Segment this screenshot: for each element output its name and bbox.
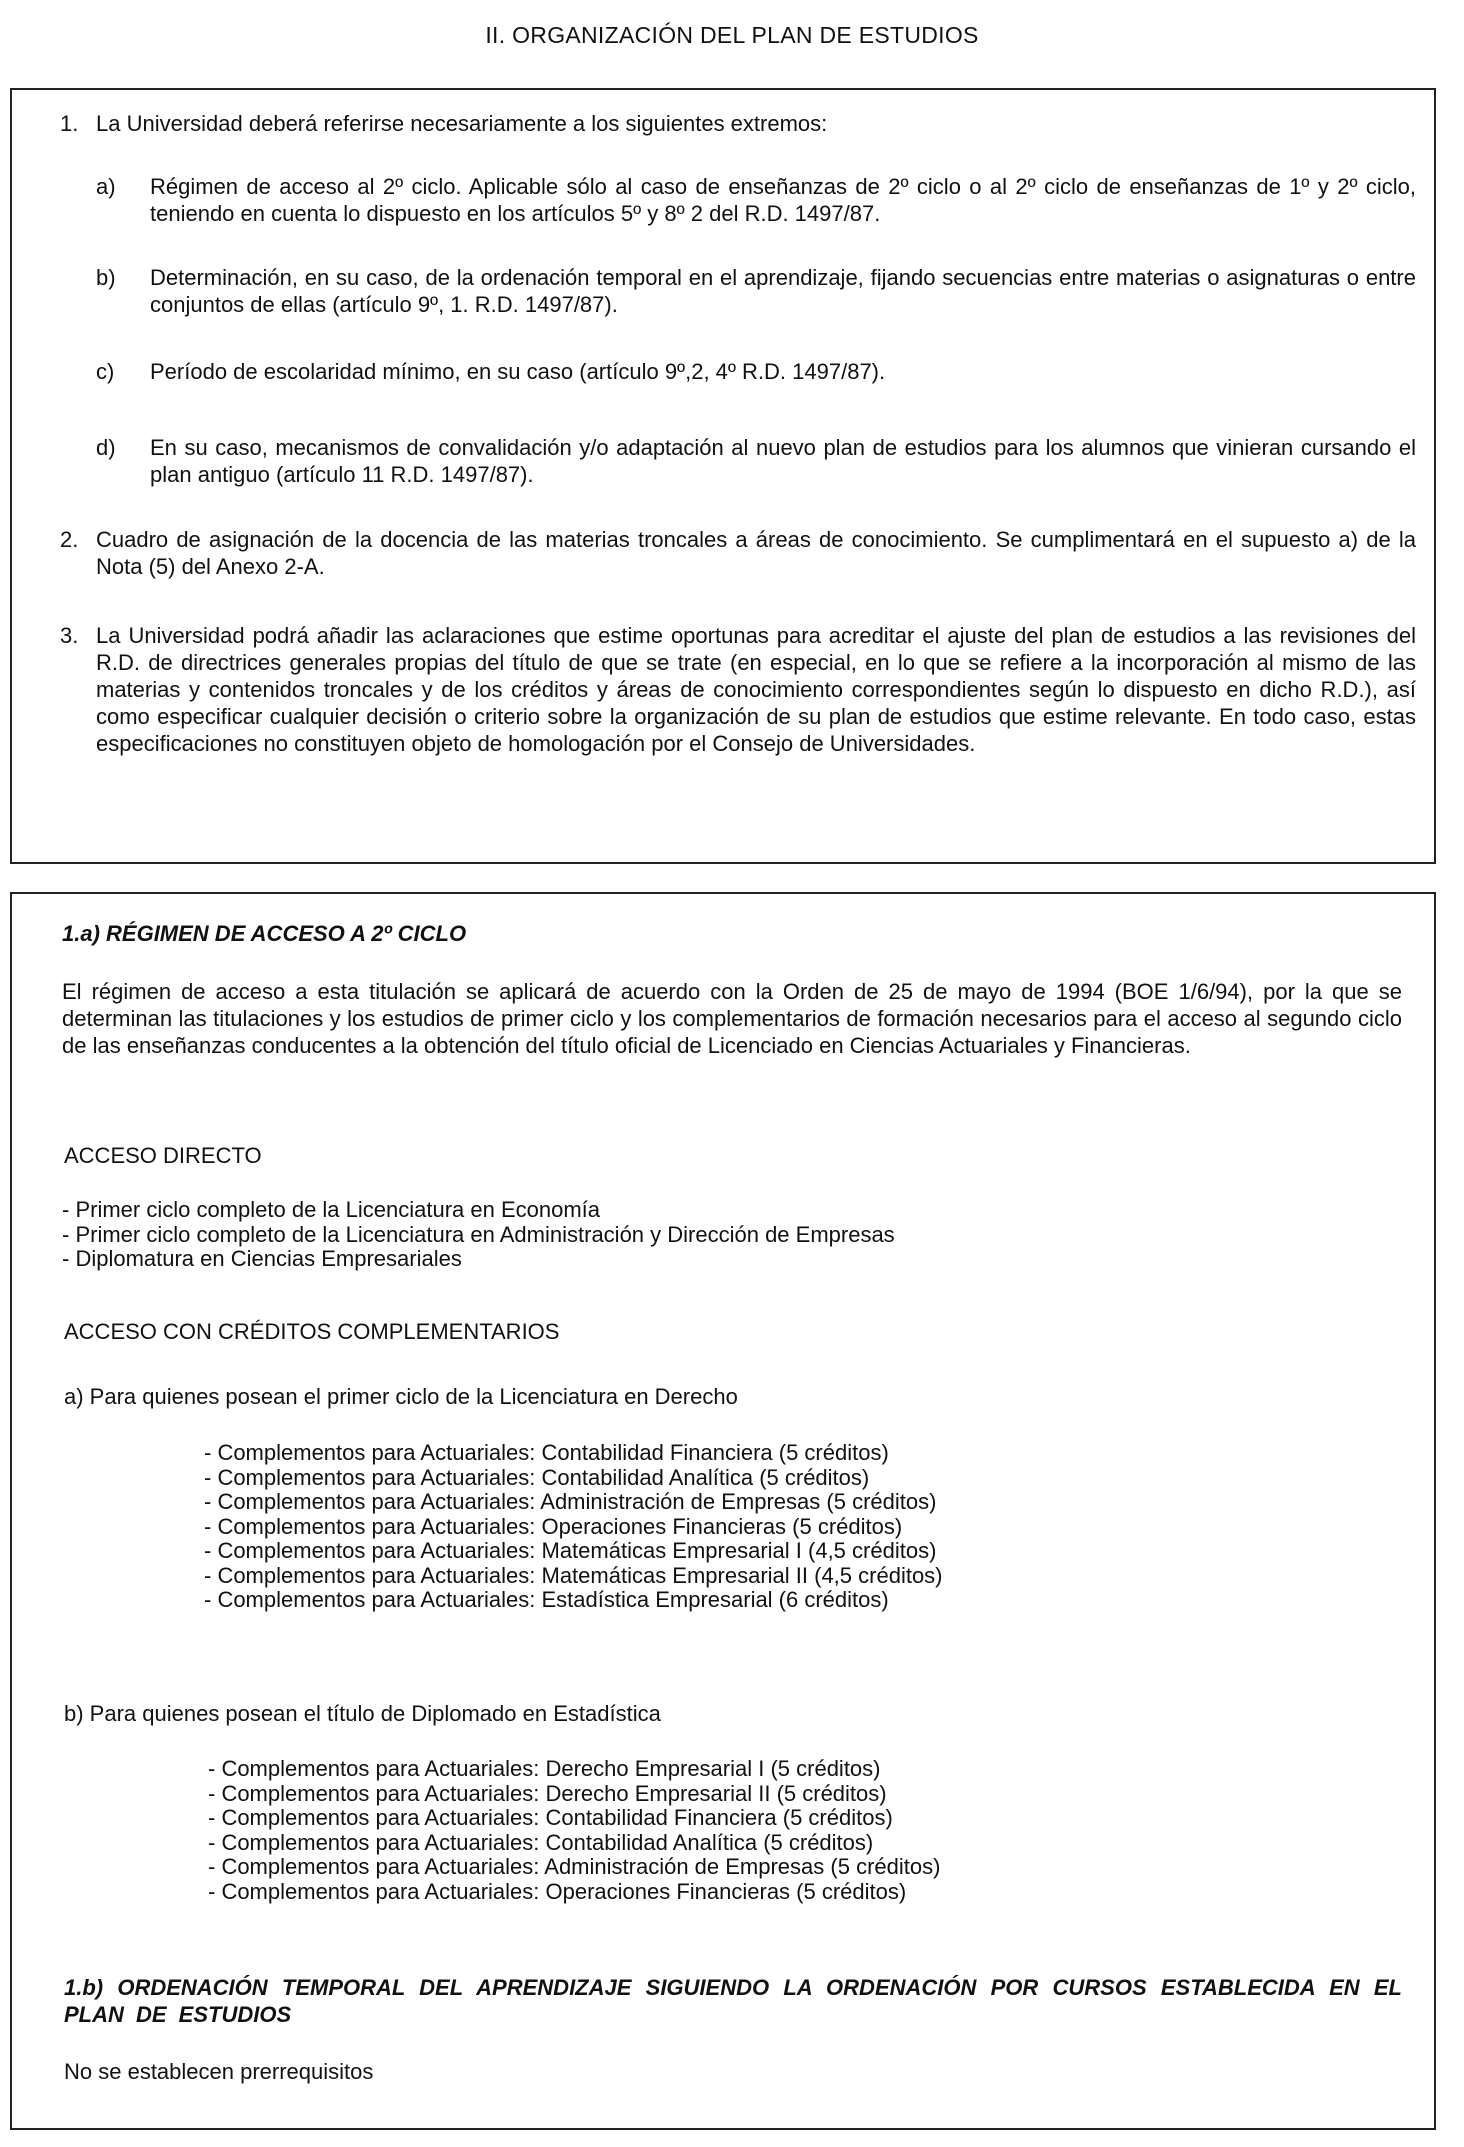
item-3-text: La Universidad podrá añadir las aclaraciones que estime oportunas para acreditar el ajuste del plan de estudios a las revisiones del R.D. de directrices generales propias del título de que se trate (en especial, en lo que se refiere a la incorporación al mismo de las materias y contenidos troncales y de los créditos y áreas de conocimiento correspondientes según lo dispuesto en dicho R.D.), así como especificar cualquier decisión o criterio sobre la organización de su plan de estudios que estime relevante. En todo caso, estas especificaciones no constituyen objeto de homologación por el Consejo de Universidades.	[96, 623, 1416, 756]
instructions-box	[10, 88, 1436, 864]
access-intro-paragraph: El régimen de acceso a esta titulación se aplicará de acuerdo con la Orden de 25 de mayo de 1994 (BOE 1/6/94), por la que se determinan las titulaciones y los estudios de primer ciclo y los complementarios de formación necesarios para el acceso al segundo ciclo de las enseñanzas conducentes a la obtención del título oficial de Licenciado en Ciencias Actuariales y Financieras.	[62, 979, 1402, 1058]
list-item: - Complementos para Actuariales: Operaciones Financieras (5 créditos)	[204, 1513, 903, 1539]
item-1c-text: Período de escolaridad mínimo, en su caso (artículo 9º,2, 4º R.D. 1497/87).	[150, 359, 886, 384]
item-1b-label: b)	[96, 265, 116, 290]
item-1a-text: Régimen de acceso al 2º ciclo. Aplicable sólo al caso de enseñanzas de 2º ciclo o al 2º ciclo de enseñanzas de 1º y 2º ciclo, teniendo en cuenta lo dispuesto en los artículos 5º y 8º 2 del R.D. 1497/87.	[150, 174, 1416, 226]
list-item: - Primer ciclo completo de la Licenciatura en Economía	[62, 1197, 601, 1222]
item-1a-label: a)	[96, 174, 116, 199]
section-heading-1a: 1.a) RÉGIMEN DE ACCESO A 2º CICLO	[62, 921, 467, 946]
item-2-number: 2.	[60, 527, 79, 552]
list-item: - Complementos para Actuariales: Contabilidad Financiera (5 créditos)	[204, 1440, 889, 1465]
item-1-text: La Universidad deberá referirse necesariamente a los siguientes extremos:	[96, 111, 828, 136]
list-item: - Complementos para Actuariales: Administración de Empresas (5 créditos)	[204, 1489, 937, 1514]
no-prerequisites-text: No se establecen prerrequisitos	[64, 2059, 374, 2084]
page-title: II. ORGANIZACIÓN DEL PLAN DE ESTUDIOS	[485, 22, 979, 48]
item-1d-text: En su caso, mecanismos de convalidación y/o adaptación al nuevo plan de estudios para los alumnos que vinieran cursando el plan antiguo (artículo 11 R.D. 1497/87).	[150, 435, 1416, 487]
direct-access-heading: ACCESO DIRECTO	[64, 1143, 262, 1168]
list-item: - Complementos para Actuariales: Administración de Empresas (5 créditos)	[208, 1854, 941, 1879]
item-2-text: Cuadro de asignación de la docencia de las materias troncales a áreas de conocimiento. Se cumplimentará en el supuesto a) de la Nota (5) del Anexo 2-A.	[96, 527, 1416, 579]
list-item: - Complementos para Actuariales: Contabilidad Analítica (5 créditos)	[204, 1464, 870, 1490]
list-item: - Complementos para Actuariales: Estadística Empresarial (6 créditos)	[204, 1587, 889, 1612]
complementary-credits-heading: ACCESO CON CRÉDITOS COMPLEMENTARIOS	[64, 1319, 560, 1344]
group-a-list	[204, 1441, 943, 1613]
item-3-number: 3.	[60, 623, 79, 648]
direct-access-list	[62, 1198, 895, 1272]
list-item: - Complementos para Actuariales: Derecho Empresarial II (5 créditos)	[208, 1780, 887, 1806]
list-item: - Diplomatura en Ciencias Empresariales	[62, 1246, 462, 1271]
group-b-list	[208, 1757, 940, 1904]
list-item: - Complementos para Actuariales: Derecho Empresarial I (5 créditos)	[208, 1756, 881, 1781]
group-b-label: b) Para quienes posean el título de Diplomado en Estadística	[64, 1701, 661, 1726]
list-item: - Complementos para Actuariales: Matemáticas Empresarial I (4,5 créditos)	[204, 1538, 937, 1563]
item-1b-text: Determinación, en su caso, de la ordenación temporal en el aprendizaje, fijando secuencias entre materias o asignaturas o entre conjuntos de ellas (artículo 9º, 1. R.D. 1497/87).	[150, 265, 1416, 317]
group-a-label: a) Para quienes posean el primer ciclo de la Licenciatura en Derecho	[64, 1384, 738, 1409]
section-heading-1b: 1.b) ORDENACIÓN TEMPORAL DEL APRENDIZAJE SIGUIENDO LA ORDENACIÓN POR CURSOS ESTABLECIDA EN EL PLAN DE ESTUDIOS	[64, 1975, 1402, 2027]
list-item: - Primer ciclo completo de la Licenciatura en Administración y Dirección de Empresas	[62, 1221, 895, 1247]
list-item: - Complementos para Actuariales: Operaciones Financieras (5 créditos)	[208, 1878, 907, 1904]
list-item: - Complementos para Actuariales: Contabilidad Analítica (5 créditos)	[208, 1829, 874, 1855]
item-1-number: 1.	[60, 111, 79, 136]
item-1c-label: c)	[96, 359, 115, 384]
item-1d-label: d)	[96, 435, 116, 460]
access-regime-box	[10, 892, 1436, 2130]
list-item: - Complementos para Actuariales: Contabilidad Financiera (5 créditos)	[208, 1805, 893, 1830]
list-item: - Complementos para Actuariales: Matemáticas Empresarial II (4,5 créditos)	[204, 1562, 943, 1588]
